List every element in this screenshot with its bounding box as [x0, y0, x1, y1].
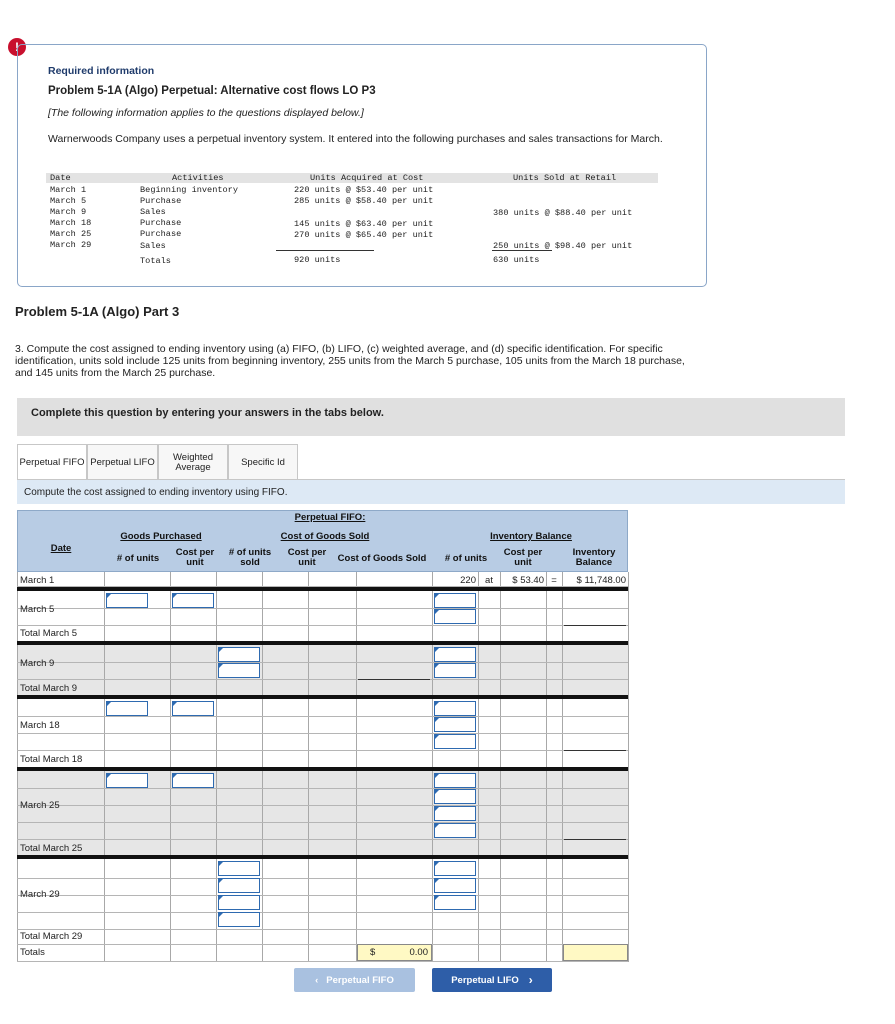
row-line [17, 878, 628, 879]
march1-balance: $ 11,748.00 [576, 575, 626, 586]
row-label-march18: March 18 [20, 720, 60, 731]
march5-balance-units-input-2[interactable] [434, 609, 476, 624]
sold-units-header: # of units sold [228, 547, 272, 568]
chevron-left-icon: ‹ [315, 974, 319, 986]
march25-balance-units-input-3[interactable] [434, 806, 476, 821]
transaction-acquired: 220 units @ $53.40 per unit [294, 185, 434, 195]
tab-weighted-average[interactable]: Weighted Average [158, 444, 228, 480]
march29-sold-units-input-4[interactable] [218, 912, 260, 927]
date-header: Date [50, 543, 72, 554]
row-line [17, 716, 628, 717]
row-line [17, 961, 628, 962]
march18-balance-units-input-1[interactable] [434, 701, 476, 716]
row-label-total-march29: Total March 29 [20, 931, 83, 942]
totals-acquired: 920 units [294, 255, 341, 265]
transaction-date: March 1 [50, 185, 87, 195]
row-line [17, 895, 628, 896]
complete-banner-text: Complete this question by entering your answers in the tabs below. [31, 407, 384, 419]
next-tab-button[interactable] [432, 968, 552, 992]
row-line [17, 788, 628, 789]
march18-balance-units-input-2[interactable] [434, 717, 476, 732]
problem-title: Problem 5-1A (Algo) Perpetual: Alternative cost flows LO P3 [48, 85, 376, 97]
transaction-date: March 9 [50, 207, 87, 217]
march29-balance-units-input-3[interactable] [434, 895, 476, 910]
row-line [17, 822, 628, 823]
col-date-header: Date [50, 173, 71, 183]
row-label-totals: Totals [20, 947, 45, 958]
transaction-activity: Purchase [140, 196, 182, 206]
row-line [17, 625, 628, 626]
col-sold-header: Units Sold at Retail [513, 173, 617, 183]
row-label-total-march5: Total March 5 [20, 628, 78, 639]
transaction-date: March 5 [50, 196, 87, 206]
march9-shade [17, 645, 628, 695]
march1-cost: $ 53.40 [512, 575, 544, 586]
purchased-units-header: # of units [116, 553, 160, 564]
row-line [17, 944, 628, 945]
march29-balance-units-input-2[interactable] [434, 878, 476, 893]
transaction-date: March 18 [50, 218, 92, 228]
march29-balance-units-input-1[interactable] [434, 861, 476, 876]
complete-banner [17, 398, 845, 436]
section-separator [17, 855, 628, 859]
applies-note: [The following information applies to the questions displayed below.] [48, 107, 364, 119]
row-label-total-march9: Total March 9 [20, 683, 78, 694]
section-separator [17, 587, 628, 591]
required-information-label: Required information [48, 65, 155, 77]
alert-icon: ! [8, 38, 26, 56]
balance-cost-header: Cost per unit [503, 547, 543, 568]
march25-balance-units-input-1[interactable] [434, 773, 476, 788]
totals-sold: 630 units [493, 255, 540, 265]
march29-sold-units-input-3[interactable] [218, 895, 260, 910]
row-line [17, 608, 628, 609]
tab-perpetual-lifo[interactable]: Perpetual LIFO [87, 444, 158, 480]
sold-total-rule [492, 250, 552, 251]
instruction-bar [17, 480, 845, 504]
transaction-activity: Beginning inventory [140, 185, 238, 195]
subtotal-rule [564, 625, 626, 626]
next-tab-label: Perpetual LIFO [451, 974, 519, 986]
march9-sold-units-input-2[interactable] [218, 663, 260, 678]
instruction-text: Compute the cost assigned to ending inventory using FIFO. [24, 487, 288, 498]
row-label-march5: March 5 [20, 604, 55, 615]
cogs-column-header: Cost of Goods Sold [337, 553, 427, 564]
row-label-total-march25: Total March 25 [20, 843, 83, 854]
march9-sold-units-input-1[interactable] [218, 647, 260, 662]
subtotal-rule [358, 679, 430, 680]
march29-sold-units-input-1[interactable] [218, 861, 260, 876]
balance-value-header: Inventory Balance [572, 547, 616, 568]
march1-units: 220 [460, 575, 476, 586]
prev-tab-button[interactable] [294, 968, 415, 992]
part-title: Problem 5-1A (Algo) Part 3 [15, 304, 180, 319]
tab-perpetual-fifo[interactable]: Perpetual FIFO [17, 444, 87, 480]
transaction-activity: Sales [140, 241, 166, 251]
transaction-acquired: 145 units @ $63.40 per unit [294, 219, 434, 229]
march9-balance-units-input-1[interactable] [434, 647, 476, 662]
grid-line [628, 572, 629, 962]
col-acquired-header: Units Acquired at Cost [310, 173, 424, 183]
march25-purchased-cost-input[interactable] [172, 773, 214, 788]
row-line [17, 679, 628, 680]
total-cogs-cell [357, 944, 432, 961]
march25-balance-units-input-2[interactable] [434, 789, 476, 804]
row-line [17, 662, 628, 663]
march18-balance-units-input-3[interactable] [434, 734, 476, 749]
prev-tab-label: Perpetual FIFO [326, 974, 394, 986]
total-cogs-dollar: $ [370, 947, 376, 958]
cogs-header: Cost of Goods Sold [280, 531, 370, 542]
march18-purchased-units-input[interactable] [106, 701, 148, 716]
row-line [17, 750, 628, 751]
sold-cost-header: Cost per unit [287, 547, 327, 568]
row-label-total-march18: Total March 18 [20, 754, 83, 765]
col-activities-header: Activities [172, 173, 224, 183]
problem-description: Warnerwoods Company uses a perpetual inventory system. It entered into the following purchases and sales transactions for March. [48, 133, 663, 145]
transaction-activity: Purchase [140, 218, 182, 228]
total-cogs-value: 0.00 [409, 947, 428, 958]
march25-balance-units-input-4[interactable] [434, 823, 476, 838]
chevron-right-icon: › [528, 973, 533, 987]
row-label-march9: March 9 [20, 658, 55, 669]
section-separator [17, 767, 628, 771]
march18-purchased-cost-input[interactable] [172, 701, 214, 716]
totals-label: Totals [140, 256, 171, 266]
transaction-date: March 29 [50, 240, 92, 250]
subtotal-rule [564, 750, 626, 751]
march5-purchased-cost-input[interactable] [172, 593, 214, 608]
balance-units-header: # of units [444, 553, 488, 564]
march5-purchased-units-input[interactable] [106, 593, 148, 608]
transaction-activity: Purchase [140, 229, 182, 239]
worksheet-title: Perpetual FIFO: [294, 512, 366, 523]
row-label-march29: March 29 [20, 889, 60, 900]
acquired-total-rule [276, 250, 374, 251]
transaction-sold: 380 units @ $88.40 per unit [493, 208, 633, 218]
total-ending-inventory-cell [563, 944, 628, 961]
required-information-panel [17, 44, 707, 287]
question-text: 3. Compute the cost assigned to ending inventory using (a) FIFO, (b) LIFO, (c) weighted average, and (d) specific identification. For specific identification, units sold include 125 units from beginning inventory, 255 units from the March 5 purchase, 105 units from the March 18 purchase, and 145 units from the March 25 purchase. [15, 343, 685, 379]
section-separator [17, 695, 628, 699]
transaction-acquired: 270 units @ $65.40 per unit [294, 230, 434, 240]
row-line [17, 805, 628, 806]
row-line [17, 733, 628, 734]
transaction-activity: Sales [140, 207, 166, 217]
row-line [17, 912, 628, 913]
march25-purchased-units-input[interactable] [106, 773, 148, 788]
march1-equals: = [551, 575, 557, 586]
inventory-balance-header: Inventory Balance [490, 531, 572, 542]
row-line [17, 839, 628, 840]
row-line [17, 929, 628, 930]
transaction-acquired: 285 units @ $58.40 per unit [294, 196, 434, 206]
purchased-cost-header: Cost per unit [175, 547, 215, 568]
march1-at: at [485, 575, 493, 586]
goods-purchased-header: Goods Purchased [120, 531, 202, 542]
transaction-date: March 25 [50, 229, 92, 239]
tab-specific-id[interactable]: Specific Id [228, 444, 298, 480]
subtotal-rule [564, 839, 626, 840]
march29-sold-units-input-2[interactable] [218, 878, 260, 893]
march5-balance-units-input-1[interactable] [434, 593, 476, 608]
march9-balance-units-input-2[interactable] [434, 663, 476, 678]
transaction-sold: 250 units @ $98.40 per unit [493, 241, 633, 251]
row-label-march25: March 25 [20, 800, 60, 811]
row-label-march1: March 1 [20, 575, 55, 586]
section-separator [17, 641, 628, 645]
